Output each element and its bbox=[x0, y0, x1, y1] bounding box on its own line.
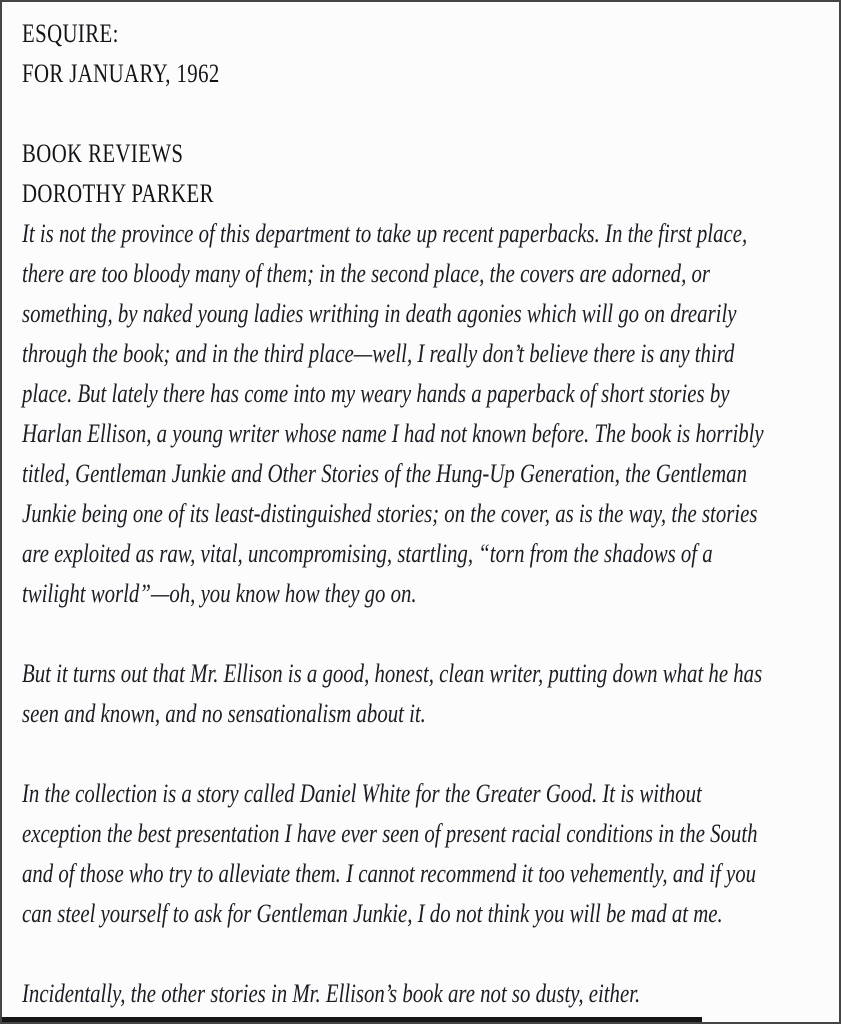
text-line: Incidentally, the other stories in Mr. Ellison’s book are not so dusty, either. bbox=[22, 979, 641, 1008]
text-line: and of those who try to alleviate them. I cannot recommend it too vehemently, and if you bbox=[22, 859, 757, 888]
column-title: BOOK REVIEWS bbox=[22, 139, 184, 168]
text-line: through the book; and in the third place—well, I really don’t believe there is any third bbox=[22, 339, 735, 368]
text-line: there are too bloody many of them; in the second place, the covers are adorned, or bbox=[22, 259, 710, 288]
paragraph bbox=[22, 974, 839, 1014]
document-body bbox=[22, 214, 839, 1014]
paragraph bbox=[22, 654, 839, 734]
masthead-line-magazine: ESQUIRE: bbox=[22, 19, 119, 48]
masthead bbox=[22, 14, 839, 94]
text-line: It is not the province of this department to take up recent paperbacks. In the first place, bbox=[22, 219, 748, 248]
text-line: In the collection is a story called Daniel White for the Greater Good. It is without bbox=[22, 779, 702, 808]
author-name: DOROTHY PARKER bbox=[22, 179, 214, 208]
byline-block bbox=[22, 134, 839, 214]
text-line: seen and known, and no sensationalism about it. bbox=[22, 699, 426, 728]
text-line: But it turns out that Mr. Ellison is a good, honest, clean writer, putting down what he has bbox=[22, 659, 763, 688]
text-line: place. But lately there has come into my weary hands a paperback of short stories by bbox=[22, 379, 730, 408]
text-line: can steel yourself to ask for Gentleman Junkie, I do not think you will be mad at me. bbox=[22, 899, 723, 928]
paragraph bbox=[22, 214, 839, 614]
text-line: something, by naked young ladies writhing in death agonies which will go on drearily bbox=[22, 299, 737, 328]
text-line: Junkie being one of its least-distinguished stories; on the cover, as is the way, the stories bbox=[22, 499, 758, 528]
text-line: titled, Gentleman Junkie and Other Stories of the Hung-Up Generation, the Gentleman bbox=[22, 459, 747, 488]
text-line: twilight world”—oh, you know how they go on. bbox=[22, 579, 417, 608]
text-line: Harlan Ellison, a young writer whose name I had not known before. The book is horribly bbox=[22, 419, 764, 448]
bottom-cutoff-bar bbox=[2, 1017, 702, 1022]
text-line: exception the best presentation I have ever seen of present racial conditions in the South bbox=[22, 819, 758, 848]
paragraph bbox=[22, 774, 839, 934]
masthead-line-issue: FOR JANUARY, 1962 bbox=[22, 59, 220, 88]
text-line: are exploited as raw, vital, uncompromising, startling, “torn from the shadows of a bbox=[22, 539, 713, 568]
